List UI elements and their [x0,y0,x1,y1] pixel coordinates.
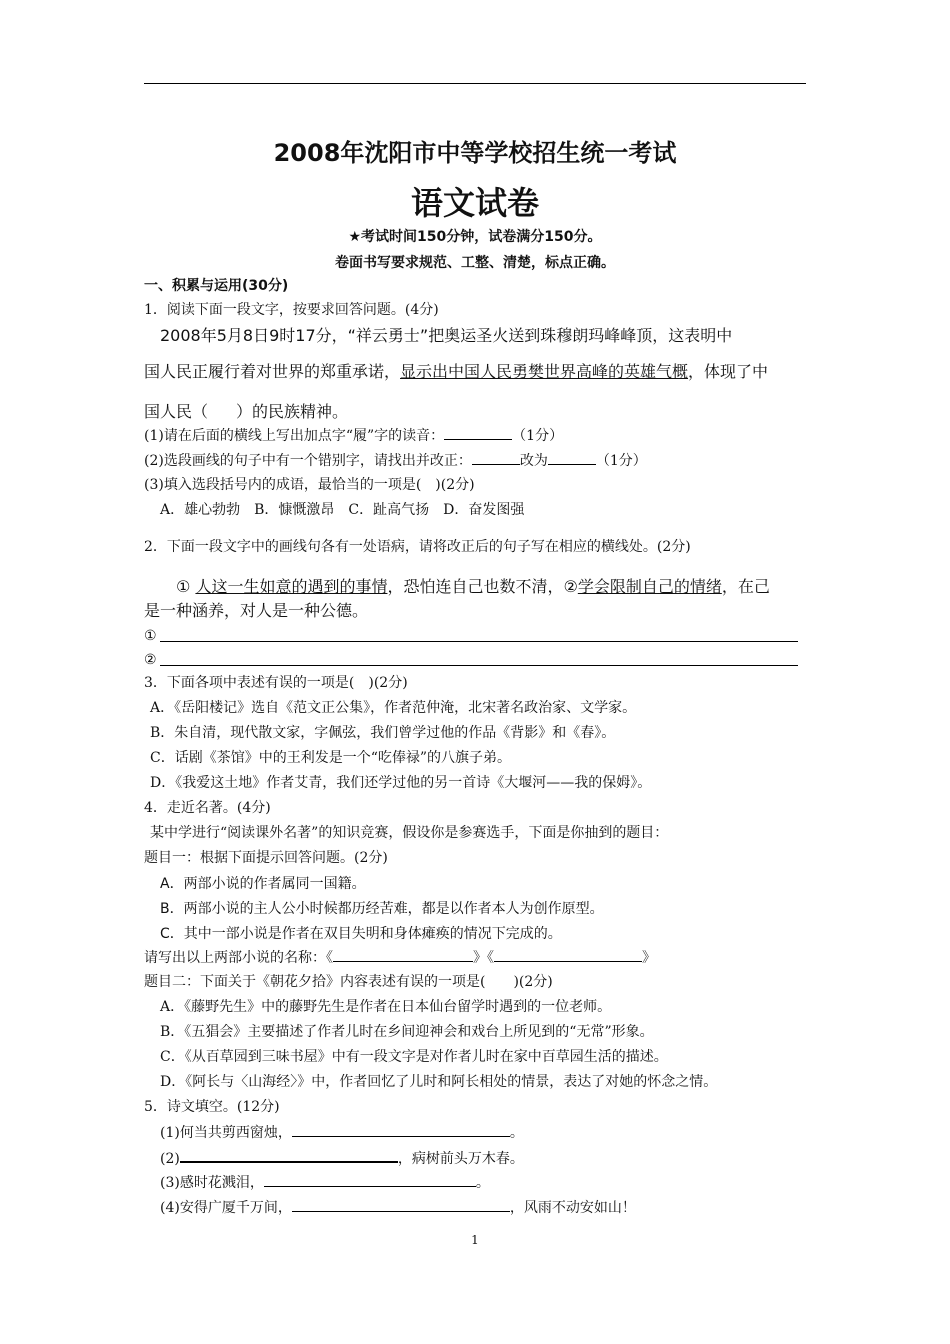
q1-para-text: 国人民正履行着对世界的郑重承诺， [144,362,401,381]
page-number: 1 [471,1233,479,1247]
q4-answer-names [144,947,656,968]
q3-option-c: C．话剧《茶馆》中的王利发是一个“吃俸禄”的八旗子弟。 [150,750,512,766]
q3-option-b: B．朱自清，现代散文家，字佩弦，我们曾学过他的作品《背影》和《春》。 [150,725,616,741]
q4-intro: 某中学进行“阅读课外名著”的知识竞赛，假设你是参赛选手，下面是你抽到的题目： [150,825,669,841]
q4-answer-text: 请写出以上两部小说的名称：《 [144,950,333,966]
q3-prompt: 3．下面各项中表述有误的一项是( )(2分) [144,675,408,691]
q1-para-text: ）的民族精神。 [236,402,349,421]
q5-line4 [160,1197,636,1218]
q1-underlined-sentence: 显示出中国人民勇樊世界高峰的英雄气概 [400,362,689,381]
q4-topic2-option-b: B．《五猖会》主要描述了作者儿时在乡间迎神会和戏台上所见到的“无常”形象。 [160,1024,654,1040]
q1-sub2-text: (2)选段画线的句子中有一个错别字，请找出并改正： [144,453,472,469]
q1-sub1-text: (1)请在后面的横线上写出加点字“履”字的读音： [144,428,445,444]
q1-prompt: 1．阅读下面一段文字，按要求回答问题。(4分) [144,302,439,318]
q1-options: A．雄心勃勃 B．慷慨激昂 C．趾高气扬 D．奋发图强 [160,502,525,518]
q4-topic2-option-d: D．《阿长与〈山海经〉》中，作者回忆了儿时和阿长相处的情景，表达了对她的怀念之情。 [160,1074,718,1090]
q4-topic2-option-c: C．《从百草园到三味书屋》中有一段文字是对作者儿时在家中百草园生活的描述。 [160,1049,668,1065]
q2-answer-line-1[interactable] [160,641,798,642]
q5-prompt: 5．诗文填空。(12分) [144,1099,280,1115]
section-heading: 一、积累与运用(30分) [144,278,289,294]
q1-para-line2 [144,362,768,382]
q5-blank-2[interactable] [180,1147,398,1163]
q5-blank-3[interactable] [264,1172,476,1187]
q5-text: (3)感时花溅泪， [160,1175,264,1191]
q2-underlined-sentence-1: 人这一生如意的遇到的事情 [195,577,388,596]
q4-answer-text: 》 [642,950,656,966]
q1-sub2-blank-correct[interactable] [548,450,596,465]
q2-answer-label-2: ② [144,652,157,668]
q1-sub2 [144,450,647,471]
q5-text: 。 [475,1175,490,1191]
q4-topic1-hint-a: A．两部小说的作者属同一国籍。 [160,876,366,892]
q1-sub2-text: 改为 [519,453,548,469]
q5-line3 [160,1172,490,1193]
q4-topic1-hint-c: C．其中一部小说是作者在双目失明和身体瘫痪的情况下完成的。 [160,926,562,942]
q5-blank-4[interactable] [292,1197,510,1212]
q2-text: ① [176,577,196,596]
q1-para-text: ，体现了中 [688,362,769,381]
q1-para-line3 [144,402,348,422]
q4-topic2: 题目二：下面关于《朝花夕拾》内容表述有误的一项是( )(2分) [144,974,553,990]
q5-text: (2) [160,1151,180,1167]
q4-topic1-hint-b: B．两部小说的主人公小时候都历经苦难，都是以作者本人为创作原型。 [160,901,604,917]
q2-answer-line-2[interactable] [160,665,798,666]
header-rule [144,83,806,84]
q2-underlined-sentence-2: 学会限制自己的情绪 [577,577,722,596]
q1-sub1 [144,425,563,446]
q2-prompt: 2．下面一段文字中的画线句各有一处语病，请将改正后的句子写在相应的横线处。(2分) [144,539,691,555]
q1-sub2-blank-wrong[interactable] [472,450,520,465]
q1-sub1-blank[interactable] [444,425,512,440]
exam-note-writing: 卷面书写要求规范、工整、清楚，标点正确。 [335,255,615,271]
q1-sub2-score: （1分） [595,453,647,469]
q5-blank-1[interactable] [292,1122,510,1137]
q5-text: ，病树前头万木春。 [397,1151,524,1167]
q1-para-line1: 2008年5月8日9时17分，“祥云勇士”把奥运圣火送到珠穆朗玛峰峰顶，这表明中 [160,326,733,345]
q4-prompt: 4．走近名著。(4分) [144,800,271,816]
q4-answer-text: 》《 [473,950,494,966]
q5-text: (1)何当共剪西窗烛， [160,1125,292,1141]
q2-text: ，在己 [721,577,770,596]
q4-novel-name-blank-1[interactable] [333,947,473,962]
exam-subtitle: 语文试卷 [410,184,539,222]
exam-note-time: ★考试时间150分钟，试卷满分150分。 [348,229,602,245]
q3-option-a: A．《岳阳楼记》选自《范文正公集》，作者范仲淹，北宋著名政治家、文学家。 [150,700,637,716]
q3-option-d: D．《我爱这土地》作者艾青，我们还学过他的另一首诗《大堰河——我的保姆》。 [150,775,652,791]
q5-text: 。 [509,1125,524,1141]
q4-topic1: 题目一：根据下面提示回答问题。(2分) [144,850,388,866]
q5-line1 [160,1122,524,1143]
q5-text: (4)安得广厦千万间， [160,1200,292,1216]
q1-para-text: 国人民（ [144,402,209,421]
q4-novel-name-blank-2[interactable] [494,947,642,962]
q5-text: ，风雨不动安如山！ [509,1200,636,1216]
q2-text: ，恐怕连自己也数不清，② [387,577,578,596]
q1-sub1-score: （1分） [512,428,564,444]
q5-line2 [160,1147,524,1169]
q4-topic2-option-a: A．《藤野先生》中的藤野先生是作者在日本仙台留学时遇到的一位老师。 [160,999,612,1015]
q2-line1 [176,577,770,597]
exam-title: 2008年沈阳市中等学校招生统一考试 [273,139,677,167]
q2-line2: 是一种涵养，对人是一种公德。 [144,601,369,620]
q1-sub3: (3)填入选段括号内的成语，最恰当的一项是( )(2分) [144,477,475,493]
q2-answer-label-1: ① [144,628,157,644]
